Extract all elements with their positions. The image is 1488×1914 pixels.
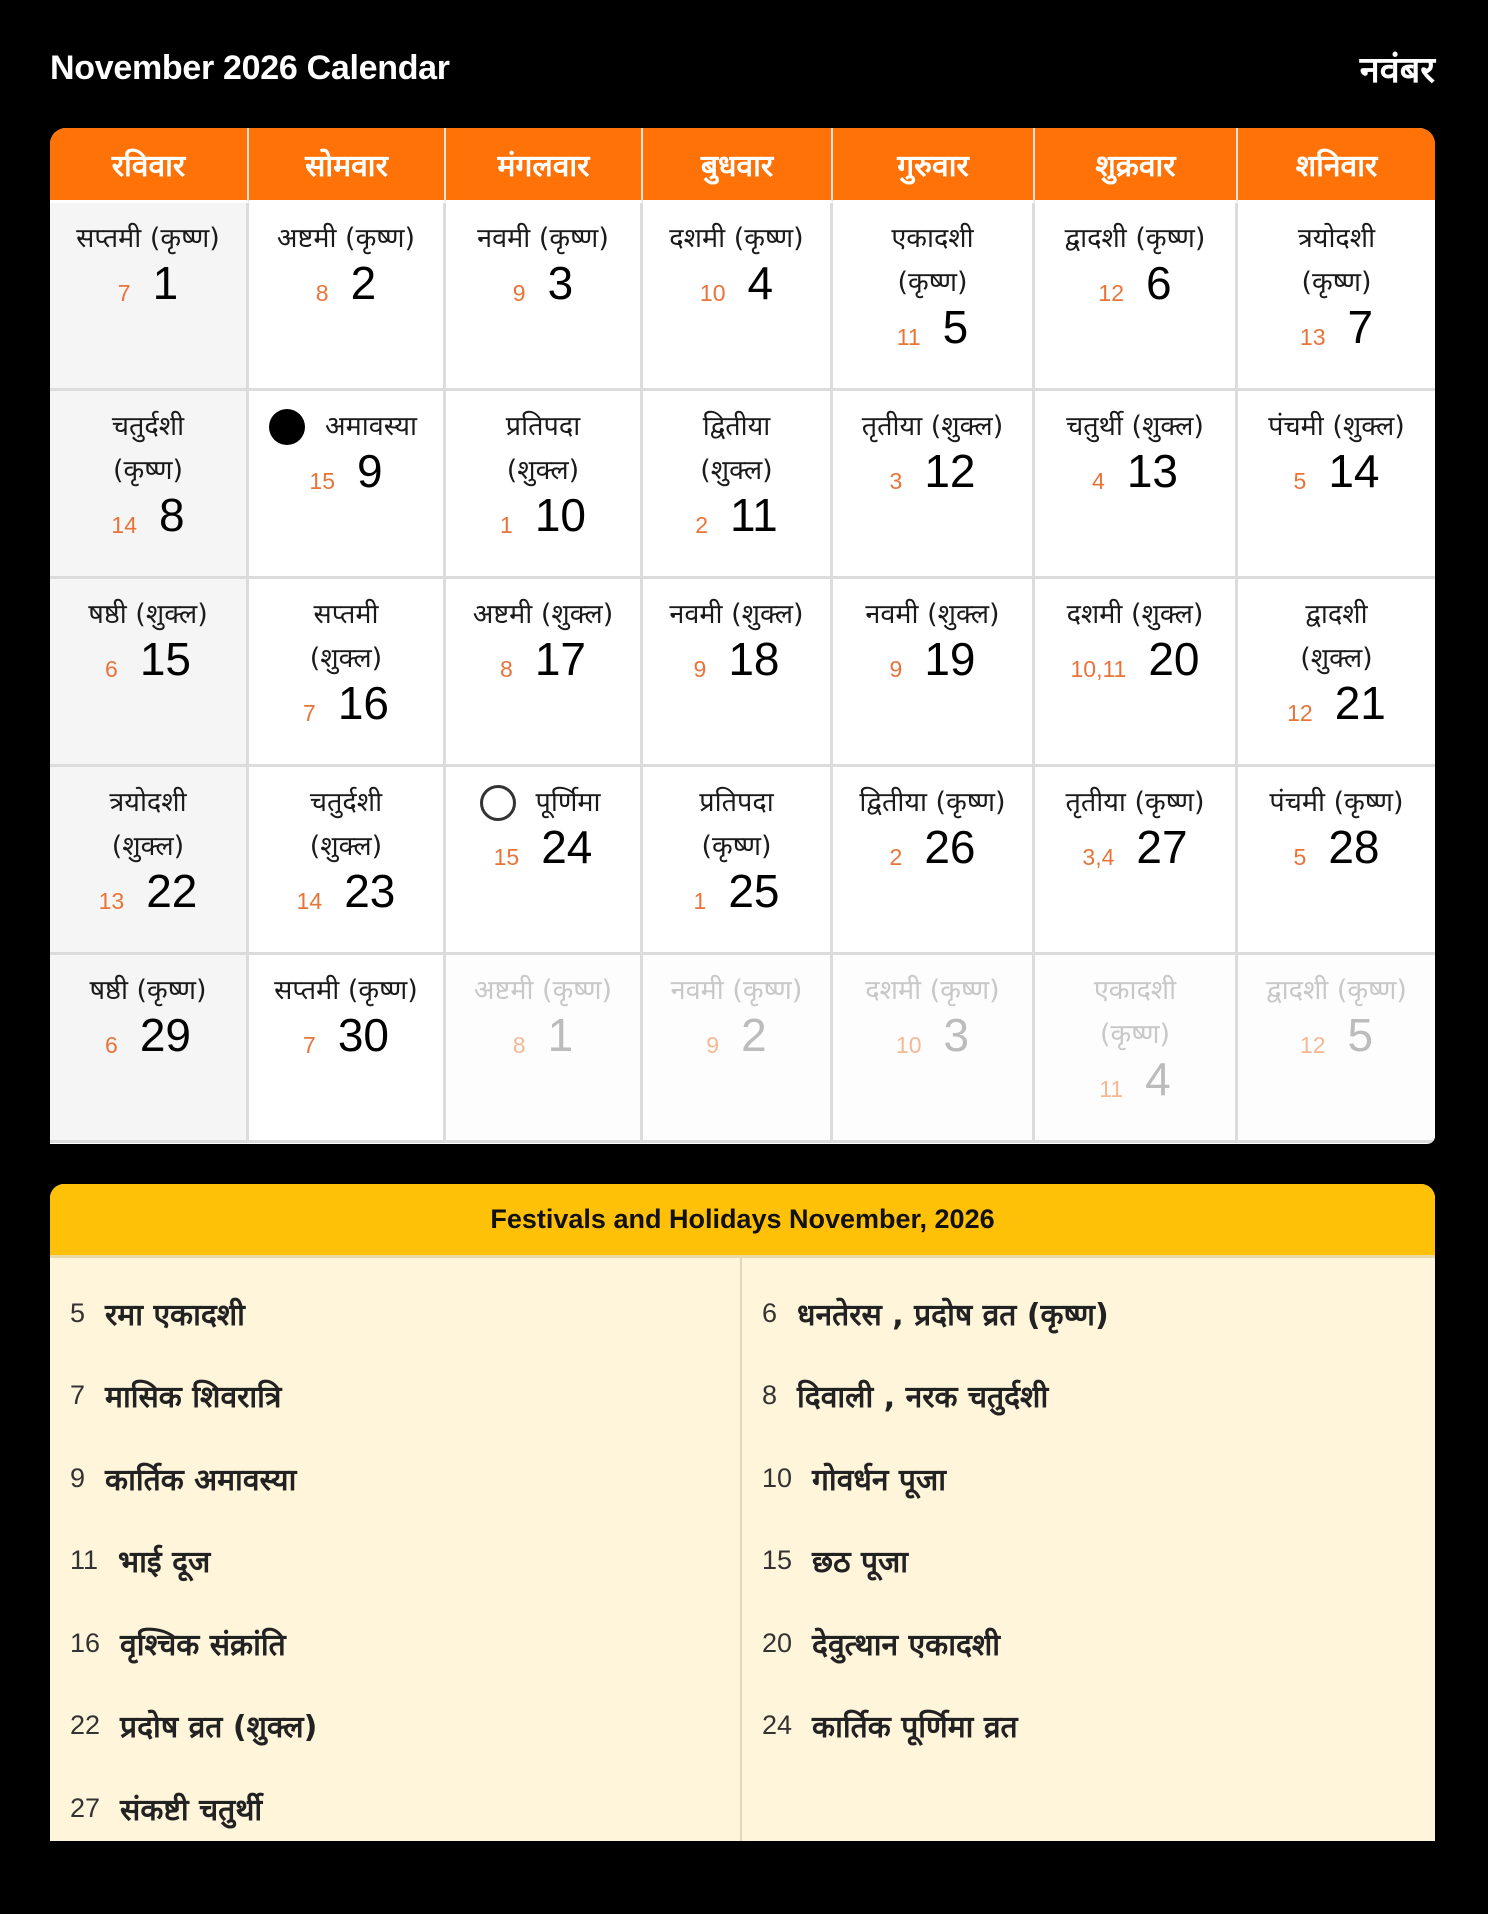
festival-item[interactable] [742,1355,1435,1438]
tithi-number: 9 [512,280,526,306]
tithi-label: नवमी (शुक्ल) [865,599,1000,630]
festival-name: धनतेरस , प्रदोष व्रत (कृष्ण) [797,1297,1109,1333]
date-number: 4 [1145,1053,1171,1105]
tithi-number: 14 [296,888,323,914]
calendar-day-cell[interactable] [643,767,833,955]
date-number: 11 [730,489,778,541]
festivals-title: Festivals and Holidays November, 2026 [50,1184,1435,1258]
tithi-label: सप्तमी (कृष्ण) [76,223,220,254]
tithi-label: द्वितीया (शुक्ल) [700,411,773,486]
calendar-day-cell[interactable] [1035,391,1238,579]
calendar-day-cell[interactable] [833,203,1035,391]
tithi-with-moon [446,781,640,825]
date-number: 2 [350,257,377,309]
date-number: 7 [1347,301,1374,353]
festival-name: देवुत्थान एकादशी [812,1627,1001,1663]
tithi-number: 6 [105,1032,118,1058]
calendar-day-cell-next-month[interactable] [833,955,1035,1143]
month-hindi-label: नवंबर [1359,49,1435,91]
tithi-label: तृतीया (कृष्ण) [1065,787,1205,818]
date-number: 27 [1136,821,1188,873]
calendar-day-cell[interactable] [50,767,249,955]
tithi-number: 7 [117,280,131,306]
tithi-number: 5 [1293,844,1307,870]
festival-item[interactable] [50,1685,740,1768]
date-row [249,445,443,497]
festivals-panel [50,1184,1435,1841]
tithi-label: चतुर्थी (शुक्ल) [1066,411,1204,442]
tithi-label: द्वादशी (शुक्ल) [1300,599,1373,674]
festival-item[interactable] [50,1602,740,1685]
tithi-label: एकादशी (कृष्ण) [1093,975,1177,1050]
tithi-label: तृतीया (शुक्ल) [861,411,1004,442]
calendar-day-cell[interactable] [1035,203,1238,391]
tithi-number: 15 [309,468,335,494]
tithi-label: अष्टमी (शुक्ल) [472,599,614,630]
calendar-day-cell[interactable] [833,579,1035,767]
tithi-label: द्वितीया (कृष्ण) [859,787,1006,818]
tithi-number: 5 [1293,468,1307,494]
date-number: 13 [1126,445,1178,497]
date-number: 15 [139,633,191,685]
date-number: 5 [942,301,969,353]
festival-name: कार्तिक अमावस्या [105,1462,297,1498]
calendar-body [50,203,1435,1143]
date-number: 14 [1328,445,1380,497]
festival-name: मासिक शिवरात्रि [105,1380,282,1416]
tithi-number: 13 [1299,324,1326,350]
festival-date: 7 [70,1380,86,1411]
date-number: 12 [924,445,976,497]
tithi-label: नवमी (शुक्ल) [669,599,804,630]
festival-item[interactable] [50,1355,740,1438]
festival-date: 22 [70,1710,101,1741]
tithi-number: 15 [493,844,520,870]
new-moon-icon [269,409,305,445]
date-row [1238,677,1435,729]
festivals-list [50,1258,1435,1841]
tithi-number: 7 [303,700,316,726]
festival-name: वृश्चिक संक्रांति [120,1627,286,1663]
tithi-label: पंचमी (कृष्ण) [1269,787,1404,818]
date-number: 29 [139,1009,191,1061]
calendar-day-cell[interactable] [50,955,249,1143]
calendar-day-cell[interactable] [446,579,643,767]
festival-item[interactable] [50,1520,740,1603]
title-bar [50,40,1435,96]
date-row [446,1009,640,1061]
tithi-label: दशमी (कृष्ण) [865,975,1000,1006]
tithi-label: त्रयोदशी (शुक्ल) [109,787,187,862]
date-row [446,489,640,541]
weekday-saturday: शनिवार [1238,128,1435,203]
date-number: 23 [344,865,396,917]
date-number: 26 [924,821,976,873]
tithi-label: द्वादशी (कृष्ण) [1064,223,1206,254]
tithi-label: नवमी (कृष्ण) [477,223,609,254]
festivals-column-right [742,1258,1435,1841]
tithi-number: 10 [895,1032,922,1058]
festival-name: छठ पूजा [812,1545,909,1581]
tithi-number: 6 [105,656,118,682]
weekday-wednesday: बुधवार [643,128,833,203]
tithi-label: त्रयोदशी (कृष्ण) [1297,223,1376,298]
tithi-label: द्वादशी (कृष्ण) [1266,975,1407,1006]
festival-date: 6 [762,1297,778,1328]
tithi-number: 3 [889,468,903,494]
tithi-number: 3,4 [1082,844,1115,870]
date-number: 6 [1146,257,1172,309]
tithi-label: सप्तमी (शुक्ल) [309,599,383,674]
calendar-day-cell-next-month[interactable] [446,955,643,1143]
festival-item[interactable] [742,1685,1435,1768]
weekday-thursday: गुरुवार [833,128,1035,203]
festival-date: 15 [762,1545,793,1576]
date-row [833,445,1032,497]
tithi-number: 8 [315,280,329,306]
date-row [1035,1053,1235,1105]
date-number: 30 [337,1009,389,1061]
tithi-number: 8 [500,656,513,682]
tithi-number: 2 [889,844,903,870]
tithi-number: 7 [303,1032,316,1058]
festival-date: 9 [70,1462,86,1493]
date-row [249,1009,443,1061]
festival-date: 10 [762,1462,793,1493]
calendar-day-cell[interactable] [249,203,446,391]
tithi-number: 9 [706,1032,720,1058]
date-row [1035,633,1235,685]
date-row [249,677,443,729]
tithi-number: 8 [512,1032,526,1058]
calendar-day-cell[interactable] [50,579,249,767]
tithi-number: 13 [98,888,125,914]
date-row [446,633,640,685]
date-row [833,633,1032,685]
festival-name: प्रदोष व्रत (शुक्ल) [120,1710,318,1746]
date-row [833,1009,1032,1061]
tithi-label: अमावस्या [325,411,417,442]
calendar-day-cell-next-month[interactable] [643,955,833,1143]
calendar-day-cell[interactable] [50,391,249,579]
date-number: 22 [146,865,198,917]
calendar-day-cell[interactable] [1238,579,1435,767]
tithi-number: 1 [693,888,707,914]
tithi-number: 12 [1287,700,1313,726]
calendar-day-cell[interactable] [446,203,643,391]
calendar-day-cell[interactable] [50,203,249,391]
festival-date: 8 [762,1380,778,1411]
date-number: 3 [943,1009,970,1061]
date-number: 19 [924,633,976,685]
date-row [643,257,830,309]
date-row [50,489,246,541]
calendar-day-cell[interactable] [643,579,833,767]
calendar-day-cell[interactable] [643,391,833,579]
date-row [446,821,640,873]
tithi-number: 11 [896,324,921,350]
tithi-number: 14 [111,512,137,538]
festival-item[interactable] [742,1272,1435,1355]
festival-item[interactable] [50,1437,740,1520]
calendar-day-cell[interactable] [446,767,643,955]
festival-name: कार्तिक पूर्णिमा व्रत [812,1710,1018,1746]
tithi-label: अष्टमी (कृष्ण) [473,975,613,1006]
weekday-header-row [50,128,1435,203]
festival-item[interactable] [50,1272,740,1355]
date-number: 5 [1347,1009,1374,1061]
full-moon-icon [480,785,516,821]
festival-item[interactable] [742,1520,1435,1603]
tithi-label: प्रतिपदा (शुक्ल) [505,411,581,486]
date-number: 24 [541,821,593,873]
tithi-label: अष्टमी (कृष्ण) [276,223,416,254]
date-row [50,1009,246,1061]
tithi-label: षष्ठी (शुक्ल) [88,599,208,630]
weekday-tuesday: मंगलवार [446,128,643,203]
calendar-day-cell[interactable] [446,391,643,579]
festival-date: 11 [70,1545,99,1576]
festival-name: गोवर्धन पूजा [812,1462,947,1498]
tithi-label: सप्तमी (कृष्ण) [274,975,418,1006]
tithi-label: चतुर्दशी (कृष्ण) [111,411,185,486]
calendar-day-cell[interactable] [1238,767,1435,955]
tithi-number: 4 [1092,468,1105,494]
date-row [643,489,830,541]
calendar-grid [50,128,1435,1144]
tithi-label: एकादशी (कृष्ण) [891,223,974,298]
date-row [833,821,1032,873]
festival-date: 24 [762,1710,793,1741]
date-number: 28 [1328,821,1380,873]
date-row [1035,257,1235,309]
date-number: 25 [728,865,780,917]
festival-item[interactable] [742,1602,1435,1685]
date-row [1035,821,1235,873]
festival-date: 5 [70,1297,86,1328]
festival-date: 27 [70,1792,101,1823]
date-row [446,257,640,309]
date-number: 20 [1148,633,1200,685]
date-row [50,865,246,917]
date-number: 21 [1334,677,1386,729]
tithi-label: षष्ठी (कृष्ण) [89,975,207,1006]
festival-name: रमा एकादशी [105,1297,245,1333]
date-number: 16 [337,677,389,729]
calendar-day-cell[interactable] [249,579,446,767]
date-row [1238,821,1435,873]
calendar-day-cell[interactable] [249,391,446,579]
tithi-label: चतुर्दशी (शुक्ल) [309,787,383,862]
date-row [643,1009,830,1061]
calendar-day-cell[interactable] [1238,203,1435,391]
date-number: 10 [534,489,586,541]
date-row [249,257,443,309]
date-row [643,865,830,917]
tithi-number: 9 [889,656,903,682]
date-row [1238,445,1435,497]
date-number: 17 [534,633,586,685]
tithi-number: 9 [693,656,707,682]
calendar-day-cell[interactable] [1035,579,1238,767]
date-number: 2 [741,1009,767,1061]
calendar-day-cell[interactable] [833,391,1035,579]
date-row [50,633,246,685]
calendar-day-cell-next-month[interactable] [1238,955,1435,1143]
date-number: 8 [159,489,185,541]
festival-date: 16 [70,1627,101,1658]
weekday-sunday: रविवार [50,128,249,203]
tithi-number: 12 [1299,1032,1326,1058]
tithi-label: प्रतिपदा (कृष्ण) [699,787,774,862]
tithi-label: पंचमी (शुक्ल) [1268,411,1405,442]
date-row [833,301,1032,353]
date-number: 1 [547,1009,574,1061]
tithi-label: नवमी (कृष्ण) [670,975,803,1006]
calendar-day-cell-next-month[interactable] [1035,955,1238,1143]
calendar-day-cell[interactable] [1238,391,1435,579]
festival-item[interactable] [50,1767,740,1841]
calendar-day-cell[interactable] [249,767,446,955]
weekday-friday: शुक्रवार [1035,128,1238,203]
date-number: 1 [152,257,179,309]
weekday-monday: सोमवार [249,128,446,203]
tithi-number: 10 [699,280,726,306]
tithi-label: दशमी (कृष्ण) [669,223,804,254]
calendar-day-cell[interactable] [643,203,833,391]
calendar-day-cell[interactable] [1035,767,1238,955]
tithi-with-moon [249,405,443,449]
festivals-column-left [50,1258,742,1841]
date-number: 9 [357,445,383,497]
date-number: 3 [547,257,574,309]
tithi-label: पूर्णिमा [535,787,601,818]
date-number: 4 [747,257,774,309]
calendar-day-cell[interactable] [249,955,446,1143]
date-row [643,633,830,685]
date-row [1238,1009,1435,1061]
tithi-number: 2 [695,512,709,538]
festival-name: संकष्टी चतुर्थी [120,1792,263,1828]
calendar-day-cell[interactable] [833,767,1035,955]
festival-name: भाई दूज [118,1545,211,1581]
festival-item[interactable] [742,1437,1435,1520]
date-row [1035,445,1235,497]
festival-name: दिवाली , नरक चतुर्दशी [797,1380,1049,1416]
date-number: 18 [728,633,780,685]
tithi-number: 12 [1098,280,1124,306]
tithi-number: 10,11 [1070,656,1127,682]
date-row [50,257,246,309]
tithi-number: 11 [1099,1076,1124,1102]
festival-date: 20 [762,1627,793,1658]
tithi-number: 1 [500,512,513,538]
tithi-label: दशमी (शुक्ल) [1066,599,1204,630]
date-row [1238,301,1435,353]
date-row [249,865,443,917]
page-title: November 2026 Calendar [50,48,450,87]
